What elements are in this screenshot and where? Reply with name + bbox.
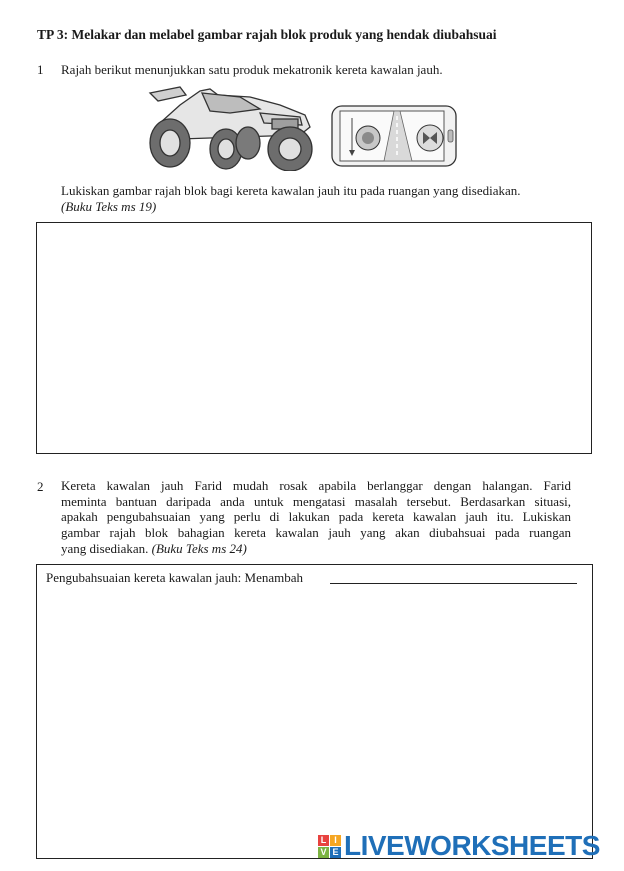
question-1-instruction: Lukiskan gambar rajah blok bagi kereta kawalan jauh itu pada ruangan yang disediakan. <box>61 183 521 198</box>
question-2-last-line: yang disediakan. <box>61 540 149 556</box>
modification-label: Pengubahsuaian kereta kawalan jauh: Menambah <box>46 570 304 585</box>
liveworksheets-logo-icon <box>318 835 341 858</box>
question-2-line: gambar rajah blok bahagian kereta kawalan jauh yang akan diubahsuai pada ruangan <box>61 525 571 541</box>
modification-answer-line[interactable] <box>330 583 577 584</box>
worksheet-title: TP 3: Melakar dan melabel gambar rajah blok produk yang hendak diubahsuai <box>37 27 497 42</box>
question-2-text <box>61 478 571 557</box>
liveworksheets-logo-text: LIVEWORKSHEETS <box>344 830 600 861</box>
rc-car-image <box>140 83 316 171</box>
question-2-line: apakah pengubahsuaian yang perlu di lakukan pada kereta kawalan jauh itu. Lukiskan <box>61 509 571 525</box>
question-2-number: 2 <box>37 479 44 494</box>
logo-letter: L <box>318 835 329 846</box>
question-1-reference: (Buku Teks ms 19) <box>61 199 157 214</box>
question-2-line: meminta bantuan daripada anda untuk mengatasi masalah tersebut. Berdasarkan situasi, <box>61 493 571 509</box>
question-1-number: 1 <box>37 62 44 77</box>
logo-letter: V <box>318 847 329 858</box>
question-1-instruction-block <box>61 183 521 215</box>
question-2-last-line-row <box>61 541 571 557</box>
question-1-text: Rajah berikut menunjukkan satu produk mekatronik kereta kawalan jauh. <box>61 62 443 77</box>
liveworksheets-logo <box>318 831 600 861</box>
logo-letter: I <box>330 835 341 846</box>
question-2-line: Kereta kawalan jauh Farid mudah rosak apabila berlanggar dengan halangan. Farid <box>61 478 571 493</box>
phone-controller-image <box>330 104 458 168</box>
logo-letter: E <box>330 847 341 858</box>
question-2-reference: (Buku Teks ms 24) <box>151 540 247 556</box>
answer-box-2[interactable] <box>36 564 593 859</box>
answer-box-1[interactable] <box>36 222 592 454</box>
